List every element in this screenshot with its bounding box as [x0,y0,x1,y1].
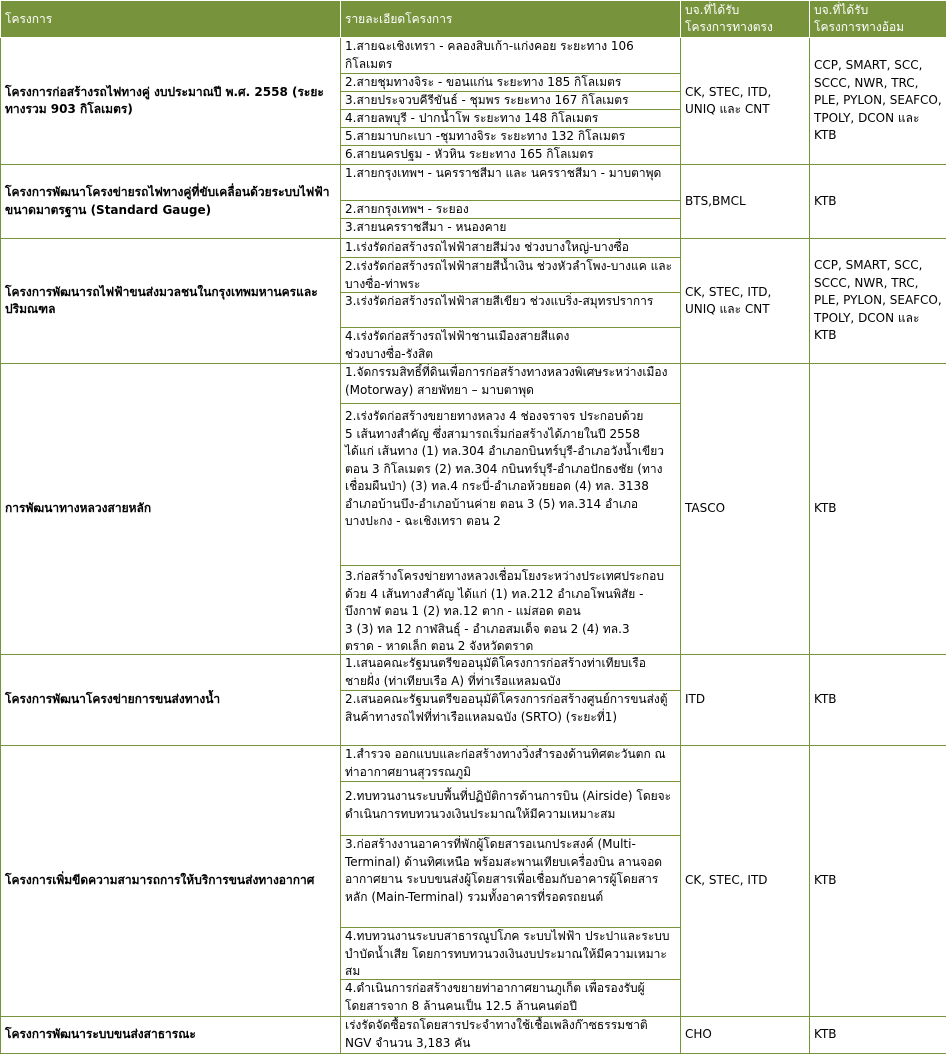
header-indirect-companies: บจ.ที่ได้รับ โครงการทางอ้อม [810,1,946,38]
project-details [341,38,681,165]
indirect-companies: KTB [810,364,946,655]
project-name: โครงการพัฒนาโครงข่ายการขนส่งทางน้ำ [1,655,341,746]
table-row [1,364,946,655]
project-details [341,1017,681,1054]
header-row [1,1,946,38]
indirect-companies: CCP, SMART, SCC, SCCC, NWR, TRC, PLE, PYLON, SEAFCO, TPOLY, DCON และ KTB [810,38,946,165]
header-direct-companies: บจ.ที่ได้รับ โครงการทางตรง [681,1,810,38]
table-row [1,38,946,165]
detail-item: 1.เร่งรัดก่อสร้างรถไฟฟ้าสายสีม่วง ช่วงบางใหญ่-บางซื่อ [341,239,680,258]
direct-companies: CK, STEC, ITD, UNIQ และ CNT [681,38,810,165]
indirect-companies: KTB [810,1017,946,1054]
detail-item: 1.เสนอคณะรัฐมนตรีขออนุมัติโครงการก่อสร้างท่าเทียบเรือชายฝั่ง (ท่าเทียบเรือ A) ที่ท่าเรือแหลมฉบัง [341,655,680,691]
detail-item: 1.สำรวจ ออกแบบและก่อสร้างทางวิ่งสำรองด้านทิศตะวันตก ณ ท่าอากาศยานสุวรรณภูมิ [341,746,680,782]
detail-item: 2.ทบทวนงานระบบพื้นที่ปฏิบัติการด้านการบิน (Airside) โดยจะดำเนินการทบทวนวงเงินประมาณให้มีความเหมาะสม [341,782,680,836]
project-details [341,746,681,1017]
table-row [1,1017,946,1054]
project-details [341,165,681,239]
direct-companies: ITD [681,655,810,746]
project-name: โครงการก่อสร้างรถไฟทางคู่ งบประมาณปี พ.ศ. 2558 (ระยะทางรวม 903 กิโลเมตร) [1,38,341,165]
detail-item: เร่งรัดจัดซื้อรถโดยสารประจำทางใช้เชื้อเพลิงก๊าซธรรมชาติ NGV จำนวน 3,183 คัน [341,1017,680,1053]
detail-item: 3.ก่อสร้างโครงข่ายทางหลวงเชื่อมโยงระหว่างประเทศประกอบด้วย 4 เส้นทางสำคัญ ได้แก่ (1) ทล.212 อำเภอโพนพิสัย - บึงกาฬ ตอน 1 (2) ทล.12 ตาก - แม่สอด ตอน 3 (3) ทล 12 กาฬสินธุ์ - อำเภอสมเด็จ ตอน 2 (4) ทล.3 ตราด - หาดเล็ก ตอน 2 จังหวัดตราด [341,566,680,654]
table-row [1,239,946,364]
detail-item: 2.เร่งรัดก่อสร้างขยายทางหลวง 4 ช่องจราจร ประกอบด้วย 5 เส้นทางสำคัญ ซึ่งสามารถเริ่มก่อสร้างได้ภายในปี 2558 ได้แก่ เส้นทาง (1) ทล.304 อำเภอกบินทร์บุรี-อำเภอวังน้ำเขียว ตอน 3 กิโลเมตร (2) ทล.304 กบินทร์บุรี-อำเภอปักธงชัย (ทางเชื่อมผืนป่า) (3) ทล.4 กระบี่-อำเภอห้วยยอด (4) ทล. 3138 อำเภอบ้านบึง-อำเภอบ้านค่าย ตอน 3 (5) ทล.314 อำเภอบางปะกง - ฉะเชิงเทรา ตอน 2 [341,404,680,566]
project-name: การพัฒนาทางหลวงสายหลัก [1,364,341,655]
direct-companies: CK, STEC, ITD, UNIQ และ CNT [681,239,810,364]
direct-companies: BTS,BMCL [681,165,810,239]
indirect-companies: CCP, SMART, SCC, SCCC, NWR, TRC, PLE, PYLON, SEAFCO, TPOLY, DCON และ KTB [810,239,946,364]
detail-item: 5.สายมาบกะเบา -ชุมทางจิระ ระยะทาง 132 กิโลเมตร [341,128,680,146]
detail-item: 2.สายชุมทางจิระ - ขอนแก่น ระยะทาง 185 กิโลเมตร [341,74,680,92]
detail-item: 1.สายกรุงเทพฯ - นครราชสีมา และ นครราชสีมา - มาบตาพุด [341,165,680,201]
detail-item: 2.เร่งรัดก่อสร้างรถไฟฟ้าสายสีน้ำเงิน ช่วงหัวลำโพง-บางแค และบางซื่อ-ท่าพระ [341,258,680,293]
project-details [341,655,681,746]
indirect-companies: KTB [810,165,946,239]
detail-item: 2.สายกรุงเทพฯ - ระยอง [341,201,680,219]
table-row [1,746,946,1017]
detail-item: 4.ดำเนินการก่อสร้างขยายท่าอากาศยานภูเก็ต เพื่อรองรับผู้โดยสารจาก 8 ล้านคนเป็น 12.5 ล้านคนต่อปี [341,980,680,1016]
project-name: โครงการพัฒนาโครงข่ายรถไฟทางคู่ที่ขับเคลื่อนด้วยระบบไฟฟ้าขนาดมาตรฐาน (Standard Gauge) [1,165,341,239]
detail-item: 1.จัดกรรมสิทธิ์ที่ดินเพื่อการก่อสร้างทางหลวงพิเศษระหว่างเมือง (Motorway) สายพัทยา – มาบตาพุด [341,364,680,404]
header-details: รายละเอียดโครงการ [341,1,681,38]
project-name: โครงการเพิ่มขีดความสามารถการให้บริการขนส่งทางอากาศ [1,746,341,1017]
table-row [1,165,946,239]
detail-item: 2.เสนอคณะรัฐมนตรีขออนุมัติโครงการก่อสร้างศูนย์การขนส่งตู้สินค้าทางรถไฟที่ท่าเรือแหลมฉบัง (SRTO) (ระยะที่1) [341,691,680,745]
project-details [341,364,681,655]
project-details [341,239,681,364]
direct-companies: CHO [681,1017,810,1054]
detail-item: 3.สายนครราชสีมา - หนองคาย [341,219,680,238]
detail-item: 1.สายฉะเชิงเทรา - คลองสิบเก้า-แก่งคอย ระยะทาง 106 กิโลเมตร [341,38,680,74]
indirect-companies: KTB [810,655,946,746]
table-row [1,655,946,746]
detail-item: 3.สายประจวบคีรีขันธ์ - ชุมพร ระยะทาง 167 กิโลเมตร [341,92,680,110]
header-project: โครงการ [1,1,341,38]
detail-item: 6.สายนครปฐม - หัวหิน ระยะทาง 165 กิโลเมตร [341,146,680,164]
project-name: โครงการพัฒนารถไฟฟ้าขนส่งมวลชนในกรุงเทพมหานครและปริมณฑล [1,239,341,364]
detail-item: 4.สายลพบุรี - ปากน้ำโพ ระยะทาง 148 กิโลเมตร [341,110,680,128]
project-name: โครงการพัฒนาระบบขนส่งสาธารณะ [1,1017,341,1054]
detail-item: 4.เร่งรัดก่อสร้างรถไฟฟ้าชานเมืองสายสีแดง ช่วงบางซื่อ-รังสิต [341,328,680,363]
direct-companies: TASCO [681,364,810,655]
detail-item: 3.เร่งรัดก่อสร้างรถไฟฟ้าสายสีเขียว ช่วงแบริ่ง-สมุทรปราการ [341,293,680,328]
indirect-companies: KTB [810,746,946,1017]
detail-item: 4.ทบทวนงานระบบสาธารณูปโภค ระบบไฟฟ้า ประปาและระบบบำบัดน้ำเสีย โดยการทบทวนวงเงินงบประมาณให้มีความเหมาะสม [341,928,680,980]
detail-item: 3.ก่อสร้างงานอาคารที่พักผู้โดยสารอเนกประสงค์ (Multi-Terminal) ด้านทิศเหนือ พร้อมสะพานเทียบเครื่องบิน ลานจอดอากาศยาน ระบบขนส่งผู้โดยสารเพื่อเชื่อมกับอาคารผู้โดยสารหลัก (Main-Terminal) รวมทั้งอาคารที่รอดรถยนต์ [341,836,680,928]
direct-companies: CK, STEC, ITD [681,746,810,1017]
